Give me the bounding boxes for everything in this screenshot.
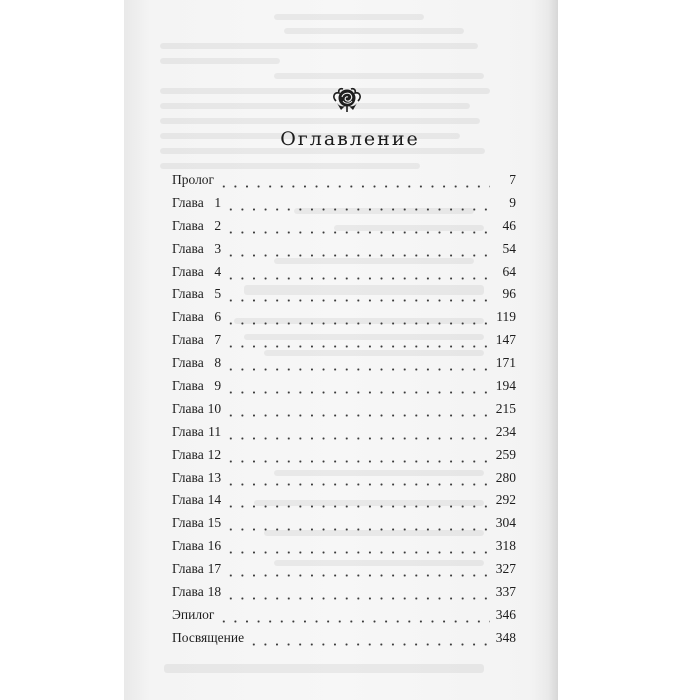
toc-dot-leader [225,208,490,211]
toc-entry-label: Глава [172,332,204,348]
page-edge-shadow [548,0,558,700]
toc-entry-title [172,264,221,280]
toc-entry-chapter-number: 2 [214,217,222,233]
toc-entry [172,355,516,378]
toc-entry-page-number: 348 [495,629,516,645]
toc-entry [172,264,516,287]
toc-entry-title [172,492,221,508]
toc-entry-title [172,355,221,371]
toc-dot-leader [225,299,490,302]
toc-entry-title [172,561,221,577]
toc-entry [172,286,516,309]
toc-entry-title [172,378,221,394]
toc-dot-leader [225,231,490,234]
toc-entry-page-number: 259 [495,446,516,462]
toc-entry-page-number: 304 [495,515,516,531]
toc-entry-label: Глава [172,561,204,577]
toc-entry-chapter-number: 18 [207,584,222,600]
toc-entry-label: Глава [172,400,204,416]
toc-dot-leader [225,391,490,394]
toc-entry-chapter-number: 3 [214,240,222,256]
toc-entry-title [172,538,221,554]
toc-entry-label: Глава [172,217,204,233]
toc-entry-label: Посвящение [172,629,245,645]
toc-entry-chapter-number: 15 [207,515,222,531]
toc-entry-title [172,195,221,211]
toc-entry-title [172,515,221,531]
toc-entry-title [172,584,221,600]
toc-entry [172,332,516,355]
toc-dot-leader [225,368,490,371]
toc-entry-page-number: 327 [495,561,516,577]
toc-entry-label: Глава [172,378,204,394]
toc-entry-label: Эпилог [172,606,215,622]
toc-entry-chapter-number: 13 [207,469,222,485]
toc-entry-chapter-number: 1 [214,194,222,210]
toc-entry [172,561,516,584]
toc-entry-chapter-number: 11 [208,423,222,439]
toc-dot-leader [225,437,490,440]
toc-entry-label: Пролог [172,172,215,187]
toc-entry [172,195,516,218]
toc-dot-leader [225,574,490,577]
toc-entry [172,447,516,470]
toc-entry-page-number: 346 [495,606,516,622]
toc-dot-leader [225,483,490,486]
toc-entry-title [172,218,221,234]
toc-entry-page-number: 119 [496,309,516,325]
toc-entry-title [172,241,221,257]
toc-dot-leader [225,414,490,417]
toc-dot-leader [218,185,490,188]
toc-entry-page-number: 318 [495,538,516,554]
toc-entry-title [172,172,214,188]
toc-entry-page-number: 46 [502,217,516,233]
toc-entry-page-number: 7 [509,172,516,187]
rose-icon [330,81,364,115]
toc-entry-chapter-number: 6 [214,309,222,325]
toc-entry-chapter-number: 7 [214,332,222,348]
toc-entry-page-number: 96 [502,286,516,302]
toc-entry [172,241,516,264]
toc-entry [172,492,516,515]
toc-entry-page-number: 54 [502,240,516,256]
toc-entry-page-number: 147 [495,332,516,348]
toc-entry [172,424,516,447]
toc-dot-leader [218,620,490,623]
toc-dot-leader [225,528,490,531]
toc-entry-chapter-number: 5 [214,286,222,302]
toc-entry-page-number: 64 [502,263,516,279]
toc-entry-page-number: 215 [495,400,516,416]
toc-entry-label: Глава [172,263,204,279]
toc-dot-leader [225,254,490,257]
toc-entry-chapter-number: 12 [207,446,222,462]
toc-entry-page-number: 234 [495,423,516,439]
toc-entry-page-number: 292 [495,492,516,508]
toc-entry-label: Глава [172,286,204,302]
toc-dot-leader [225,345,490,348]
toc-entry-title [172,309,221,325]
toc-entry-chapter-number: 8 [214,355,222,371]
toc-entry-label: Глава [172,355,204,371]
toc-entry [172,584,516,607]
toc-entry-title [172,470,221,486]
toc-entry-chapter-number: 10 [207,400,222,416]
toc-heading: Оглавление [280,128,420,150]
toc-entry-title [172,424,221,440]
toc-entry-label: Глава [172,584,204,600]
toc-entry-page-number: 280 [495,469,516,485]
toc-entry-label: Глава [172,469,204,485]
toc-dot-leader [225,277,490,280]
toc-entry-label: Глава [172,538,204,554]
toc-entry-page-number: 9 [509,194,516,210]
toc-entry-chapter-number: 17 [207,561,222,577]
table-of-contents [172,172,516,653]
toc-dot-leader [225,460,490,463]
toc-entry-title [172,447,221,463]
toc-entry-label: Глава [172,423,204,439]
toc-dot-leader [225,597,490,600]
toc-entry-page-number: 194 [495,378,516,394]
toc-entry-label: Глава [172,446,204,462]
toc-entry-label: Глава [172,194,204,210]
toc-entry-label: Глава [172,492,204,508]
toc-entry-title [172,630,244,646]
toc-entry [172,607,516,630]
toc-entry [172,172,516,195]
toc-entry-title [172,401,221,417]
toc-dot-leader [225,322,490,325]
toc-entry [172,309,516,332]
toc-entry-page-number: 337 [495,584,516,600]
toc-entry-label: Глава [172,240,204,256]
toc-dot-leader [225,551,490,554]
toc-entry [172,378,516,401]
toc-entry-page-number: 171 [495,355,516,371]
toc-entry-chapter-number: 14 [207,492,222,508]
toc-entry-label: Глава [172,309,204,325]
toc-entry-title [172,607,214,623]
toc-entry [172,470,516,493]
toc-entry-label: Глава [172,515,204,531]
toc-entry-chapter-number: 9 [214,378,222,394]
toc-entry-chapter-number: 16 [207,538,222,554]
toc-entry-chapter-number: 4 [214,263,222,279]
toc-entry [172,630,516,653]
toc-dot-leader [248,643,490,646]
toc-entry [172,515,516,538]
toc-entry [172,538,516,561]
toc-entry-title [172,286,221,302]
toc-entry [172,401,516,424]
toc-entry-title [172,332,221,348]
toc-dot-leader [225,505,490,508]
toc-entry [172,218,516,241]
